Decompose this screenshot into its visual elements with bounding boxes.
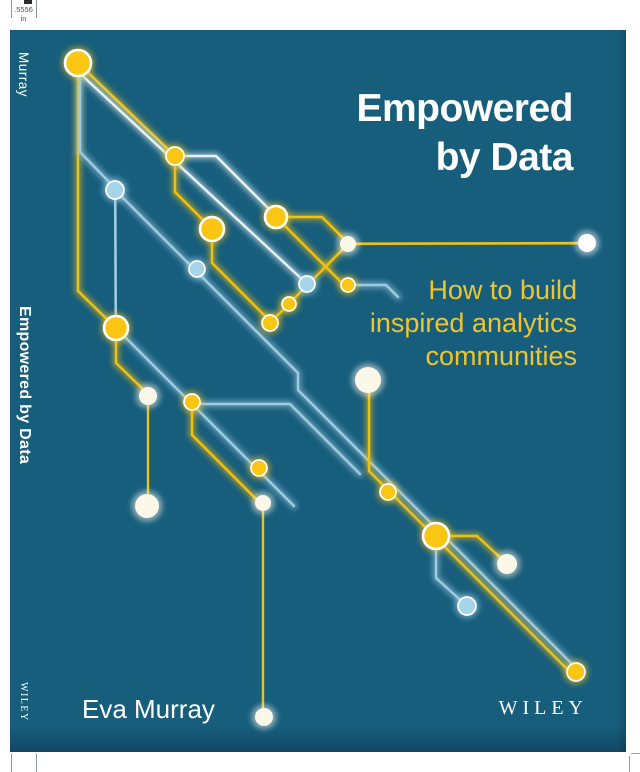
book-title-line2: by Data (435, 136, 573, 179)
network-node-yellow (104, 316, 128, 340)
network-node-yellow (65, 50, 91, 76)
network-node-yellow (567, 663, 585, 681)
network-line-blue (115, 190, 116, 328)
network-node-yellow (184, 394, 200, 410)
spine-author-name: Murray (16, 52, 31, 98)
network-line-yellow (78, 63, 175, 156)
network-node-yellow (282, 297, 296, 311)
network-node-white (578, 234, 596, 252)
registration-mark (24, 0, 32, 4)
spine-tick-right (36, 0, 37, 18)
crop-mark-bottom-right-vertical (629, 756, 630, 772)
network-node-yellow (380, 484, 396, 500)
network-line-blue (118, 330, 294, 506)
publisher-logo: WILEY (498, 697, 588, 719)
network-node-cream (497, 554, 517, 574)
book-subtitle-line1: How to build (428, 275, 577, 305)
cover (10, 30, 626, 752)
network-node-blue (299, 276, 315, 292)
spine-book-title: Empowered by Data (16, 306, 33, 465)
network-node-cream (139, 387, 157, 405)
book-subtitle-line3: communities (425, 341, 577, 371)
network-node-yellow (166, 147, 184, 165)
network-node-yellow (265, 206, 287, 228)
author-name: Eva Murray (82, 694, 215, 724)
book-title-line1: Empowered (356, 87, 573, 130)
book-title (356, 84, 573, 182)
network-line-blue (115, 190, 574, 666)
network-node-yellow (200, 217, 224, 241)
network-node-cream (135, 494, 159, 518)
network-node-cream (255, 708, 273, 726)
network-node-yellow (262, 315, 278, 331)
network-node-blue (106, 181, 124, 199)
book-subtitle-line2: inspired analytics (369, 308, 577, 338)
spine-tick-bottom-right (36, 754, 37, 772)
network-node-cream (340, 236, 356, 252)
spine-width-label: .5556 in (14, 5, 33, 23)
spine-tick-bottom-left (11, 754, 12, 772)
network-node-blue (189, 261, 205, 277)
network-line-white (74, 68, 305, 282)
network-node-yellow (251, 460, 267, 476)
network-node-yellow (341, 278, 355, 292)
crop-mark-bottom-right-horizontal (631, 753, 640, 754)
network-node-cream (255, 495, 271, 511)
network-line-yellow (348, 243, 587, 244)
network-node-blue (458, 597, 476, 615)
network-node-yellow (423, 523, 449, 549)
spine-publisher-logo: WILEY (18, 682, 29, 722)
book-subtitle (370, 274, 577, 373)
